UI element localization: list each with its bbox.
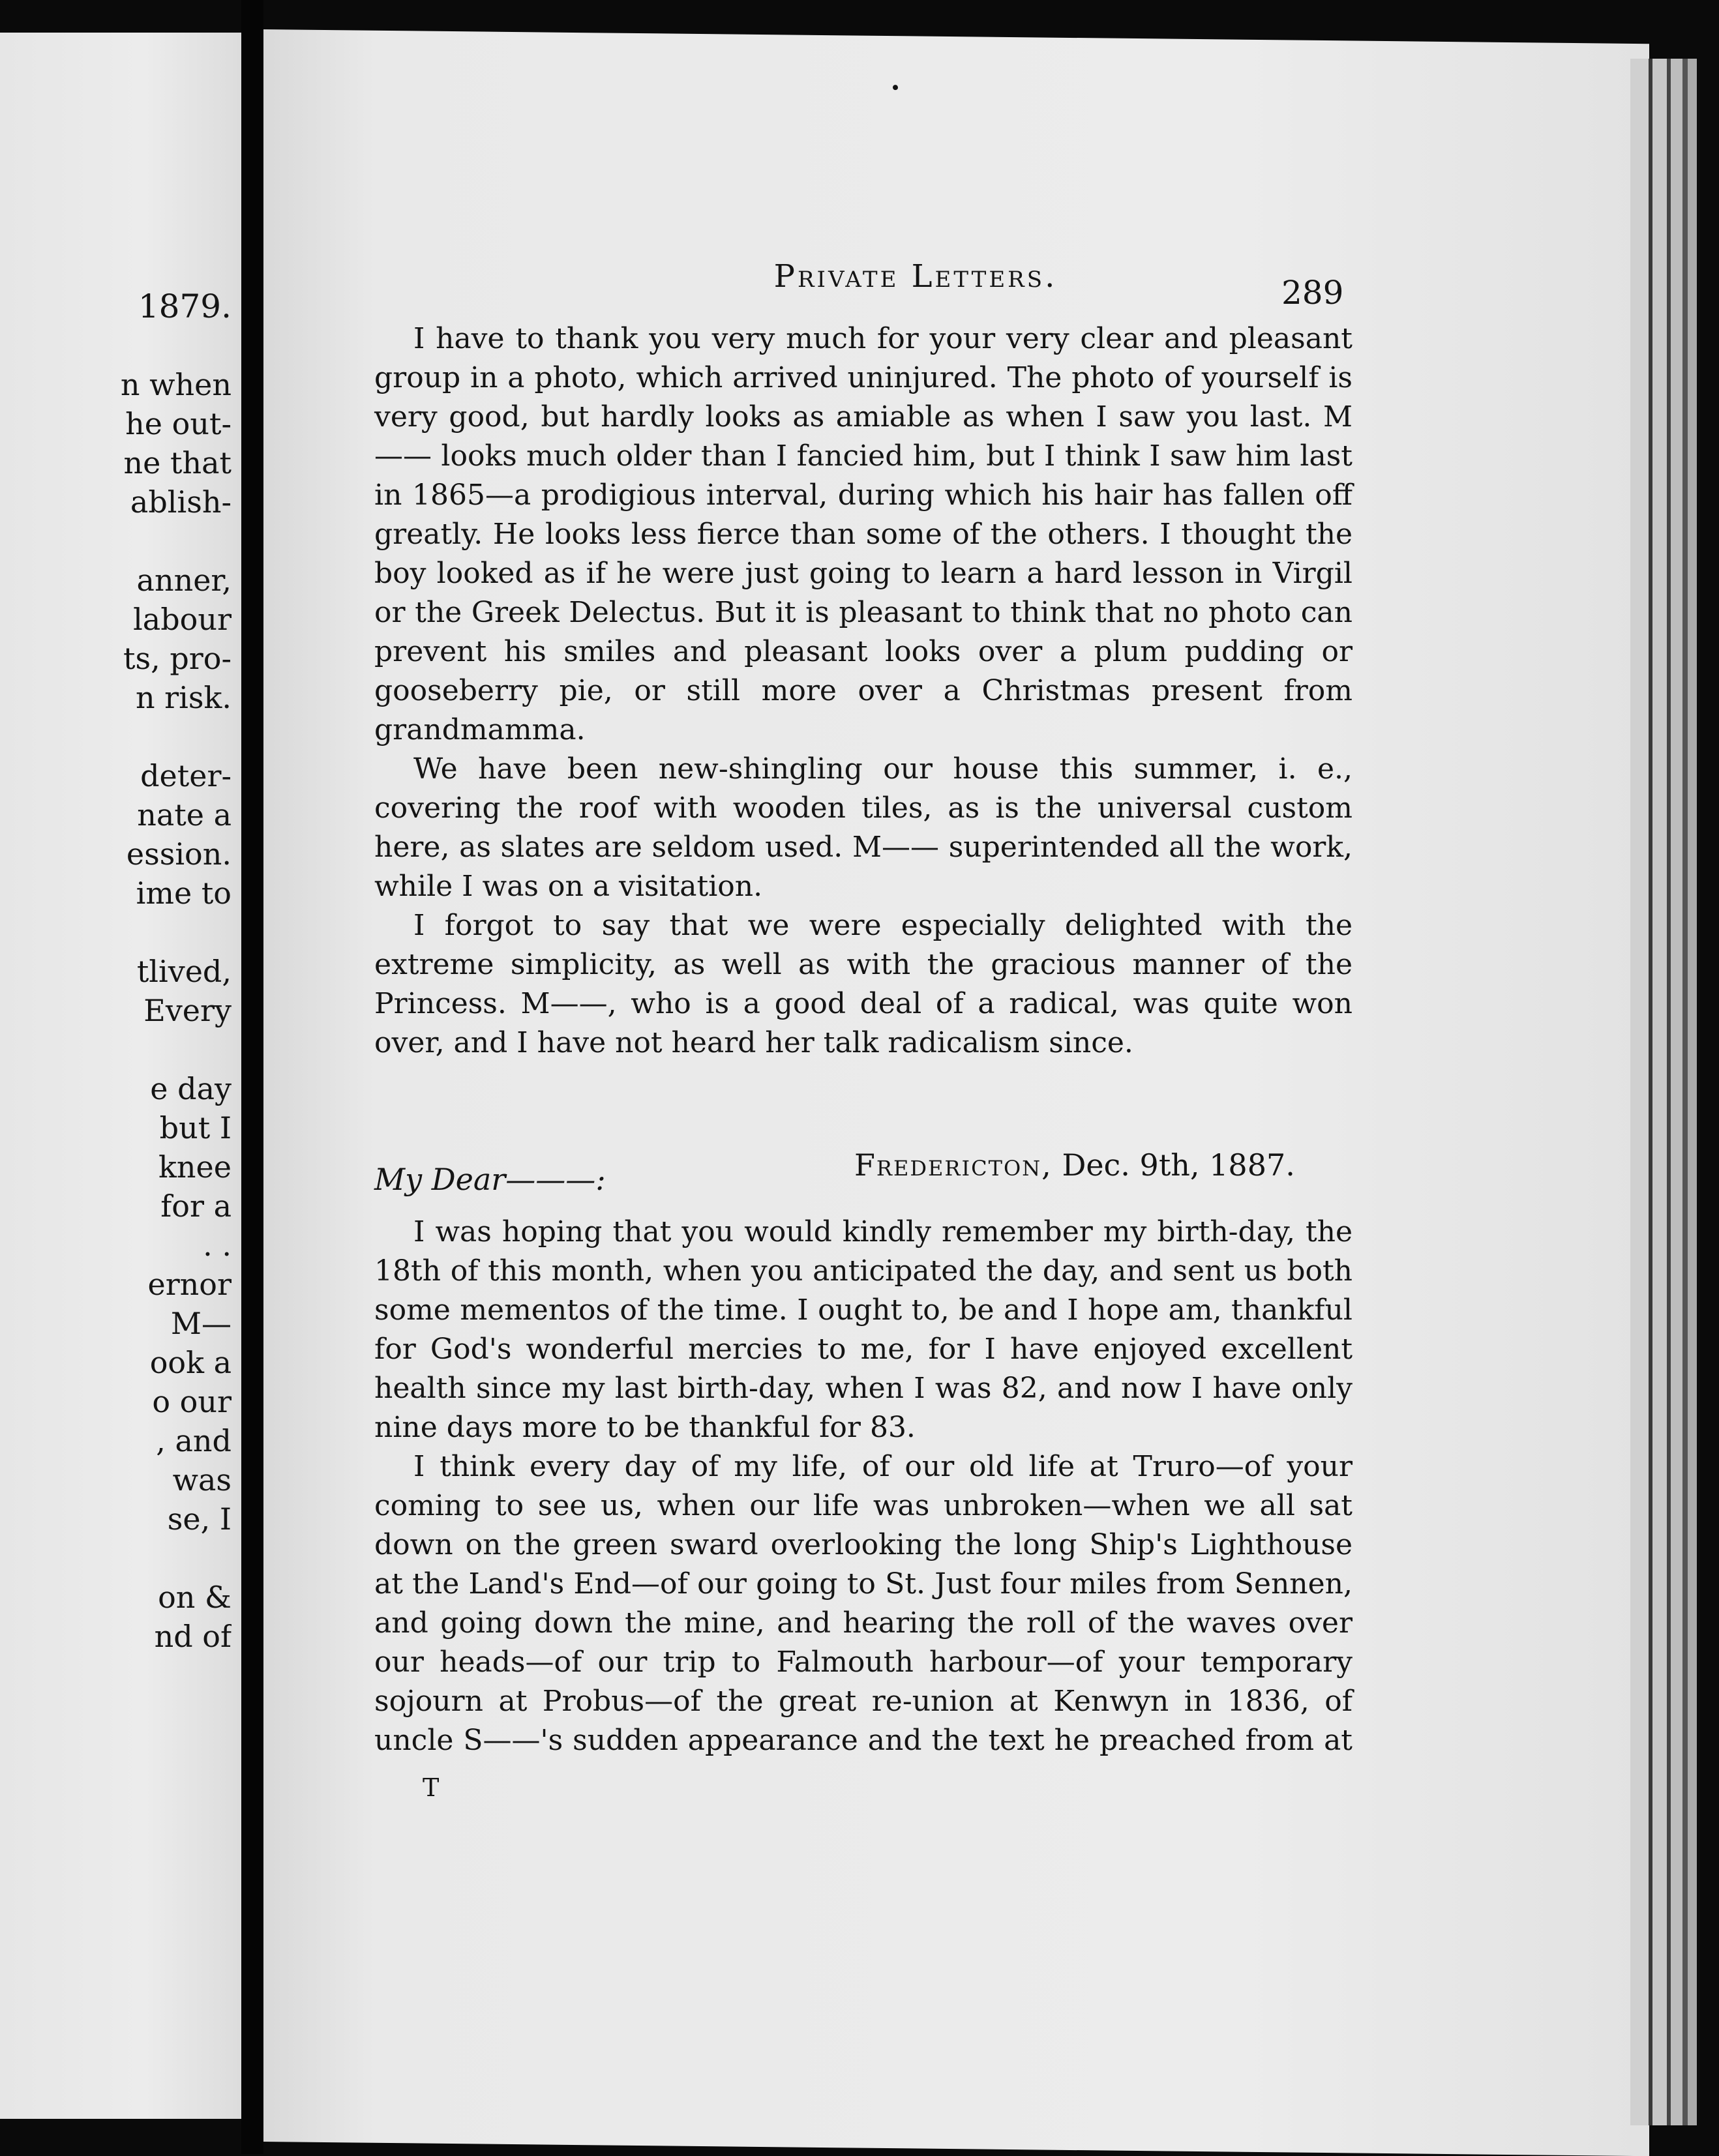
left-page-line: he out-	[125, 406, 232, 441]
left-page-line: ook a	[149, 1345, 232, 1380]
left-page-line: 1879.	[138, 288, 232, 325]
left-page-line: n when	[120, 367, 232, 402]
left-page-line: deter-	[140, 758, 232, 793]
letter-2	[374, 1213, 1353, 1760]
page-number: 289	[1281, 274, 1344, 312]
left-page-line: labour	[133, 602, 232, 637]
left-page-line: ts, pro-	[123, 641, 232, 676]
left-page-line: nd of	[154, 1619, 232, 1654]
left-page-line: ne that	[123, 445, 232, 480]
running-header: Private Letters.	[773, 258, 1058, 295]
left-page-line: ablish-	[130, 484, 232, 520]
left-page-line: se, I	[167, 1501, 232, 1537]
left-facing-page	[0, 33, 241, 2119]
speck-mark	[893, 85, 898, 90]
left-page-line: ession.	[126, 836, 232, 872]
left-page-line: n risk.	[135, 680, 232, 715]
left-page-line: ernor	[147, 1267, 232, 1302]
left-page-line: was	[172, 1462, 232, 1498]
left-page-line: . .	[203, 1228, 232, 1263]
dateline-place: Fredericton,	[854, 1147, 1053, 1183]
left-page-line: tlived,	[136, 954, 232, 989]
left-page-line: M—	[170, 1306, 232, 1341]
left-page-line: nate a	[137, 797, 232, 833]
letter1-paragraph-2: We have been new-shingling our house this summer, i. e., covering the roof with wooden tiles, as is the universal custom here, as slates are seldom used. M—— superintended all the work, while I was on a visitation.	[374, 752, 1353, 903]
left-page-line: e day	[150, 1071, 232, 1106]
letter1-paragraph-3: I forgot to say that we were especially delighted with the extreme simplicity, as well as with the gracious manner of the Princess. M——, who is a good deal of a radical, was quite won over, and I have not heard her talk radicalism since.	[374, 909, 1353, 1059]
left-page-line: for a	[160, 1189, 232, 1224]
left-page-line: , and	[156, 1423, 232, 1458]
left-page-line: on &	[158, 1580, 232, 1615]
book-gutter	[241, 0, 263, 2154]
left-page-line: but I	[159, 1110, 232, 1145]
page-edges	[1630, 59, 1719, 2125]
letter2-paragraph-1: I was hoping that you would kindly remember my birth-day, the 18th of this month, when you anticipated the day, and sent us both some mementos of the time. I ought to, be and I hope am, thankful for God's wonderful mercies to me, for I have enjoyed excellent health since my last birth-day, when I was 82, and now I have only nine days more to be thankful for 83.	[374, 1215, 1353, 1444]
left-page-line: knee	[158, 1149, 232, 1185]
letter-1	[374, 319, 1353, 1063]
salutation: My Dear———:	[374, 1162, 606, 1197]
letter2-paragraph-2: I think every day of my life, of our old life at Truro—of your coming to see us, when our life was unbroken—when we all sat down on the green sward overlooking the long Ship's Lighthouse at the Land's End—of our going to St. Just four miles from Sennen, and going down the mine, and hearing the roll of the waves over our heads—of our trip to Falmouth harbour—of your temporary sojourn at Probus—of the great re-union at Kenwyn in 1836, of uncle S——'s sudden appearance and the text he preached from at	[374, 1450, 1353, 1757]
dateline	[854, 1147, 1295, 1183]
left-page-line: o our	[152, 1384, 232, 1419]
left-page-line: Every	[143, 993, 232, 1028]
left-page-line: anner,	[136, 563, 232, 598]
letter1-paragraph-1: I have to thank you very much for your very clear and pleasant group in a photo, which arrived uninjured. The photo of yourself is very good, but hardly looks as amiable as when I saw you last. M—— looks much older than I fancied him, but I think I saw him last in 1865—a prodigious interval, during which his hair has fallen off greatly. He looks less fierce than some of the others. I thought the boy looked as if he were just going to learn a hard lesson in Virgil or the Greek Delectus. But it is pleasant to think that no photo can prevent his smiles and pleasant looks over a plum pudding or gooseberry pie, or still more over a Christmas present from grandmamma.	[374, 322, 1353, 746]
signature-mark: T	[423, 1773, 440, 1802]
left-page-line: ime to	[136, 876, 232, 911]
dateline-date: Dec. 9th, 1887.	[1062, 1147, 1295, 1183]
